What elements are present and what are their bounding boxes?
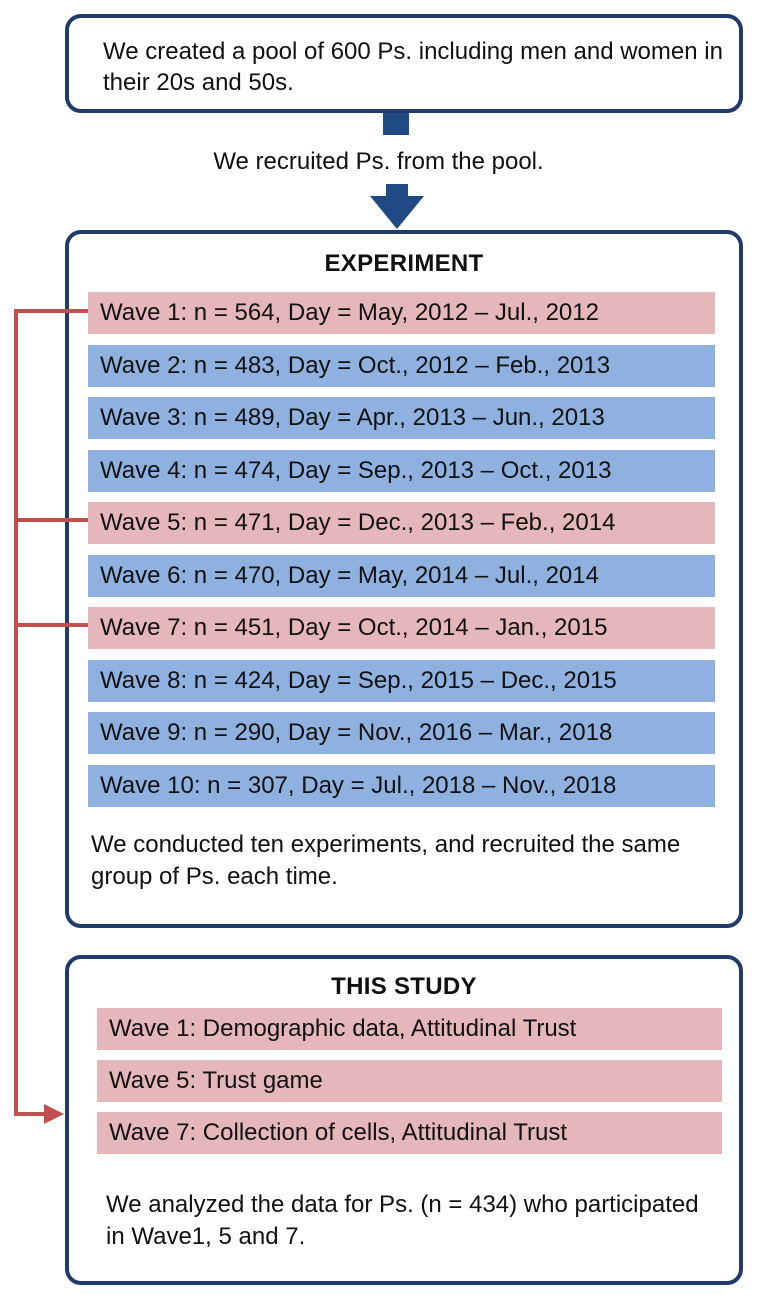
experiment-title: EXPERIMENT bbox=[324, 250, 484, 277]
this-study-title: THIS STUDY bbox=[331, 973, 477, 1000]
experiment-note: We conducted ten experiments, and recruited the same group of Ps. each time. bbox=[91, 831, 681, 890]
experiment-wave-2: Wave 2: n = 483, Day = Oct., 2012 – Feb., 2013 bbox=[88, 345, 715, 387]
this-study-wave-7: Wave 7: Collection of cells, Attitudinal Trust bbox=[97, 1112, 722, 1154]
recruit-label: We recruited Ps. from the pool. bbox=[213, 148, 544, 175]
this-study-wave-5: Wave 5: Trust game bbox=[97, 1060, 722, 1102]
right-arrow-icon bbox=[44, 1104, 64, 1124]
experiment-wave-5: Wave 5: n = 471, Day = Dec., 2013 – Feb., 2014 bbox=[88, 502, 715, 544]
experiment-wave-6: Wave 6: n = 470, Day = May, 2014 – Jul., 2014 bbox=[88, 555, 715, 597]
experiment-wave-10: Wave 10: n = 307, Day = Jul., 2018 – Nov., 2018 bbox=[88, 765, 715, 807]
experiment-wave-7: Wave 7: n = 451, Day = Oct., 2014 – Jan., 2015 bbox=[88, 607, 715, 649]
experiment-wave-1: Wave 1: n = 564, Day = May, 2012 – Jul., 2012 bbox=[88, 292, 715, 334]
this-study-wave-1: Wave 1: Demographic data, Attitudinal Trust bbox=[97, 1008, 722, 1050]
experiment-wave-4: Wave 4: n = 474, Day = Sep., 2013 – Oct., 2013 bbox=[88, 450, 715, 492]
experiment-wave-8: Wave 8: n = 424, Day = Sep., 2015 – Dec., 2015 bbox=[88, 660, 715, 702]
this-study-note: We analyzed the data for Ps. (n = 434) who participated in Wave1, 5 and 7. bbox=[106, 1191, 699, 1250]
experiment-wave-3: Wave 3: n = 489, Day = Apr., 2013 – Jun., 2013 bbox=[88, 397, 715, 439]
experiment-wave-9: Wave 9: n = 290, Day = Nov., 2016 – Mar., 2018 bbox=[88, 712, 715, 754]
pool-description: We created a pool of 600 Ps. including men and women in their 20s and 50s. bbox=[103, 38, 723, 96]
